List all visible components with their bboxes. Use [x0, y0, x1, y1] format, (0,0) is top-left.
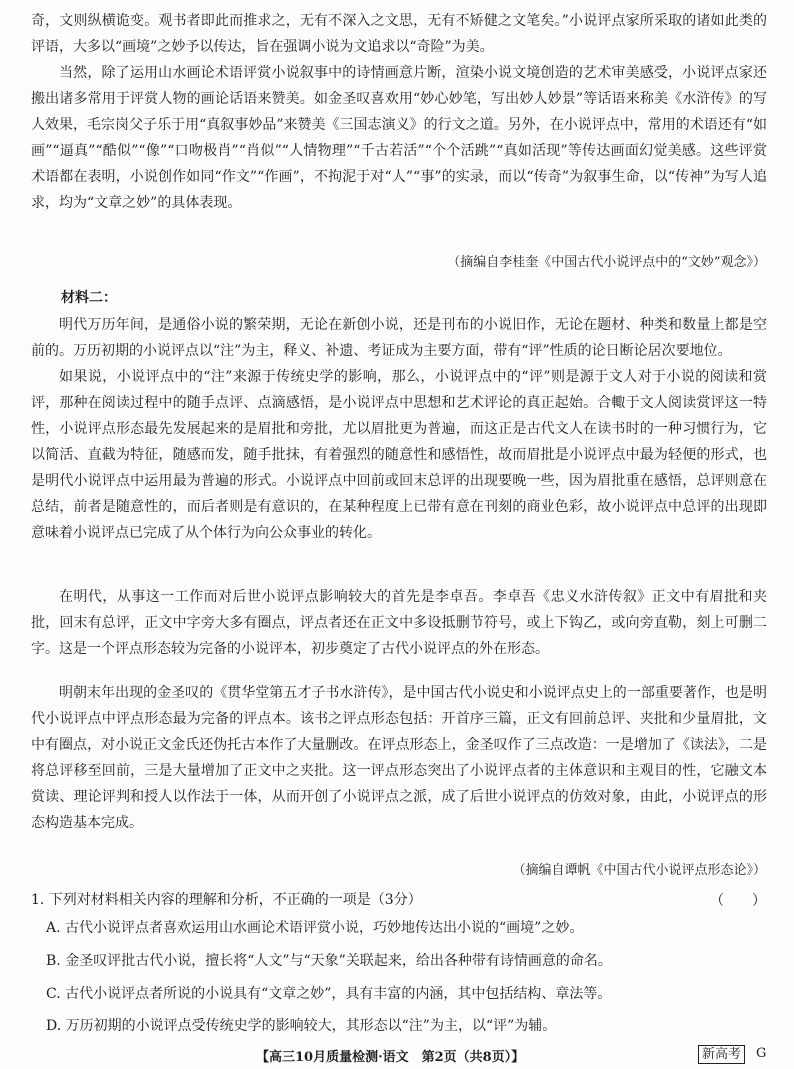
option-b: B. 金圣叹评批古代小说，擅长将“人文”与“天象”关联起来，给出各种带有诗情画意的命名。	[46, 953, 612, 969]
material2-paragraph-2: 如果说，小说评点中的“注”来源于传统史学的影响，那么，小说评点中的“评”则是源于文人对于小说的阅读和赏评，那种在阅读过程中的随手点评、点滴感悟，是小说评点中思想和艺术评论的真正起始。合輙于文人阅读赏评这一特性，小说评点形态最先发展起来的是眉批和旁批，尤以眉批更为普遍，而这正是古代文人在读书时的一种习惯行为，它以简活、直截为特征，随感而发，随手批抹，有着强烈的随意性和感悟性，故而眉批是小说评点中最为轻便的形式，也是明代小说评点中运用最为普遍的形式。小说评点中回前或回末总评的出现要晚一些，因为眉批重在感悟，总评则意在总结，前者是随意性的，而后者则是有意识的，在某种程度上已带有意在刊刻的商业色彩，故小说评点中总评的出现即意味着小说评点已完成了从个体行为向公众事业的转化。	[31, 369, 767, 541]
material1-source: （摘编自李桂奎《中国古代小说评点中的“文妙”观念》）	[447, 255, 766, 270]
footer-exam-info: 【高三10月质量检测·语文 第2页（共8页）】	[256, 1050, 525, 1065]
material2-paragraph-1: 明代万历年间，是通俗小说的繁荣期，无论在新创小说，还是刊布的小说旧作，无论在题材、种类和数量上都是空前的。万历初期的小说评点以“注”为主，释义、补遗、考证成为主要方面，带有“评”性质的论日断论居次要地位。	[31, 317, 767, 359]
option-d: D. 万历初期的小说评点受传统史学的影响较大，其形态以“注”为主，以“评”为辅。	[46, 1018, 557, 1034]
material2-paragraph-4: 明朝末年出现的金圣叹的《贯华堂第五才子书水浒传》，是中国古代小说史和小说评点史上的一部重要著作，也是明代小说评点中评点形态最为完备的评点本。该书之评点形态包括：开首序三篇，正文有回前总评、夹批和少量眉批，文中有圈点，对小说正文金氏还伪托古本作了大量删改。在评点形态上，金圣叹作了三点改造：一是增加了《读法》，二是将总评移至回前，三是大量增加了正文中之夹批。这一评点形态突出了小说评点者的主体意识和主观目的性，它融文本赏读、理论评判和授人以作法于一体，从而开创了小说评点之派，成了后世小说评点的仿效对象，由此，小说评点的形态构造基本完成。	[31, 685, 767, 831]
footer-badge: 新高考	[698, 1045, 745, 1064]
answer-bracket: （ ）	[710, 893, 766, 909]
page-footer	[0, 1046, 794, 1066]
question-1-stem: 1. 下列对材料相关内容的理解和分析，不正确的一项是（3分）	[31, 892, 422, 908]
material1-paragraph-2: 当然，除了运用山水画论术语评赏小说叙事中的诗情画意片断，渲染小说文境创造的艺术审美感受，小说评点家还搬出诸多常用于评赏人物的画论话语来赞美。如金圣叹喜欢用“妙心妙笔，写出妙人妙景”等话语来称美《水浒传》的写人效果，毛宗岗父子乐于用“真叙事妙品”来赞美《三国志演义》的行文之道。另外，在小说评点中，常用的术语还有“如画”“逼真”“酷似”“像”“口吻极肖”“肖似”“人情物理”“千古若活”“个个活跳”“真如活现”等传达画面幻觉美感。这些评赏术语都在表明，小说创作如同“作文”“作画”，不拘泥于对“人”“事”的实录，而以“传奇”为叙事生命，以“传神”为写人追求，均为“文章之妙”的具体表现。	[31, 65, 767, 211]
option-a: A. 古代小说评点者喜欢运用山水画论术语评赏小说，巧妙地传达出小说的“画境”之妙。	[46, 920, 584, 936]
material2-paragraph-3: 在明代，从事这一工作而对后世小说评点影响较大的首先是李卓吾。李卓吾《忠义水浒传叙》正文中有眉批和夹批，回末有总评，正文中字旁大多有圈点，评点者还在正文中多设抵删节符号，或上下钩乙，或向旁直勒，刻上可删二字。这是一个评点形态较为完备的小说评本，初步奠定了古代小说评点的外在形态。	[31, 589, 767, 657]
footer-version-letter: G	[756, 1046, 767, 1061]
material2-heading: 材料二：	[61, 290, 117, 306]
material2-source: （摘编自谭帆《中国古代小说评点形态论》）	[512, 863, 766, 878]
option-c: C. 古代小说评点者所说的小说具有“文章之妙”，具有丰富的内涵，其中包括结构、章法等。	[46, 986, 612, 1002]
material1-paragraph-1: 奇，文则纵横诡变。观书者即此而推求之，无有不深入之文思，无有不矫健之文笔矣。”小说评点家所采取的诸如此类的评语，大多以“画境”之妙予以传达，旨在强调小说为文追求以“奇险”为美。	[31, 13, 767, 55]
